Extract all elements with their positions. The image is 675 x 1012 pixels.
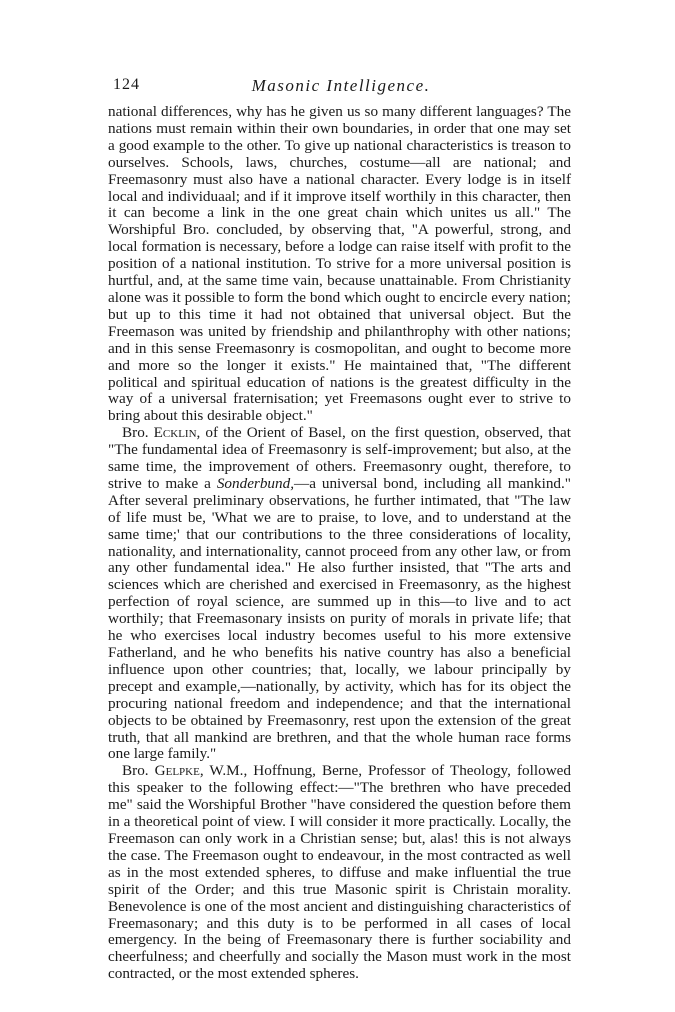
paragraph-ecklin (108, 425, 571, 763)
paragraph-text: —a universal bond, including all mankind." After several preliminary observations, he further intimated, that "The law of life must be, 'What we are to praise, to love, and to understand at the same time;' that our contributions to the three considerations of locality, nationality, and internationality, cannot proceed from any other law, or from any other fundamental idea." He also further insisted, that "The arts and sciences which are cherished and exercised in Freemasonry, as the highest perfection of royal science, are summed up in this—to live and to act worthily; that Freemasonary insists on purity of morals in private life; that he who exercises local industry becomes useful to his more extensive Fatherland, and he who benefits his native country has also a beneficial influence upon other countries; that, locally, we labour principally by precept and example,—nationally, by activity, which has for its object the procuring national freedom and independence; and that the international objects to be obtained by Freemasonry, rest upon the extension of the great truth, that all mankind are brethren, and that the whole human race forms one large family." (108, 474, 572, 763)
paragraph-text: , W.M., Hoffnung, Berne, Professor of Theology, followed this speaker to the following effect:—"The brethren who have preceded me" said the Worshipful Brother "have considered the question before them in a theoretical point of view. I will consider it more practically. Locally, the Freemason can only work in a Christian sense; but, alas! this is not always the case. The Freemason ought to endeavour, in the most contracted as well as in the most extended spheres, to diffuse and make influential the true spirit of the Order; and this true Masonic spirit is Christain morality. Benevolence is one of the most ancient and distinguishing characteristics of Freemasonary; and this duty is to be performed in all cases of local emergency. In the being of Freemasonary there is further sociability and cheerfulness; and cheerfully and socially the Mason must work in the most contracted, or the most extended spheres. (108, 762, 571, 983)
paragraph-text: national differences, why has he given us so many different languages? The nations must remain within their own boundaries, in order that one may set a good example to the other. To give up national characteristics is treason to ourselves. Schools, laws, churches, costume—all are national; and Freemasonry must also have a national character. Every lodge is in itself local and individuaal; and if it improve itself worthily in this character, then it can become a link in the one great chain which unites us all." The Worshipful Bro. concluded, by observing that, "A powerful, strong, and local formation is necessary, before a lodge can raise itself with profit to the position of a national institution. To strive for a more universal position is hurtful, and, at the same time vain, because unattainable. From Christianity alone was it possible to form the bond which ought to encircle every nation; but up to this time it had not obtained that universal object. But the Freemason was united by friendship and philanthrophy with other nations; and in this sense Freemasonry is cosmopolitan, and ought to become more and more so the longer it exists." He maintained that, "The different political and spiritual education of nations is the greatest difficulty in the way of a universal fraternisation; yet Freemasons ought ever to strive to bring about this desirable object." (108, 103, 571, 425)
speaker-name: Gelpke (154, 762, 200, 780)
page-header (113, 76, 569, 96)
page-number: 124 (113, 76, 140, 93)
paragraph-lead: Bro. (122, 762, 155, 780)
paragraph-gelpke (108, 763, 571, 983)
paragraph-continuation (108, 104, 571, 425)
body-text (108, 104, 571, 983)
paragraph-lead: Bro. (122, 424, 154, 442)
running-title: Masonic Intelligence. (251, 76, 431, 95)
italic-term: Sonderbund, (216, 474, 295, 492)
speaker-name: Ecklin (153, 424, 197, 442)
paragraph-text: , of the Orient of Basel, on the first question, observed, that "The fundamental idea of Freemasonry is self-improvement; but also, at the same time, the improvement of others. Freemasonry ought, therefore, to strive to make a (108, 424, 572, 492)
